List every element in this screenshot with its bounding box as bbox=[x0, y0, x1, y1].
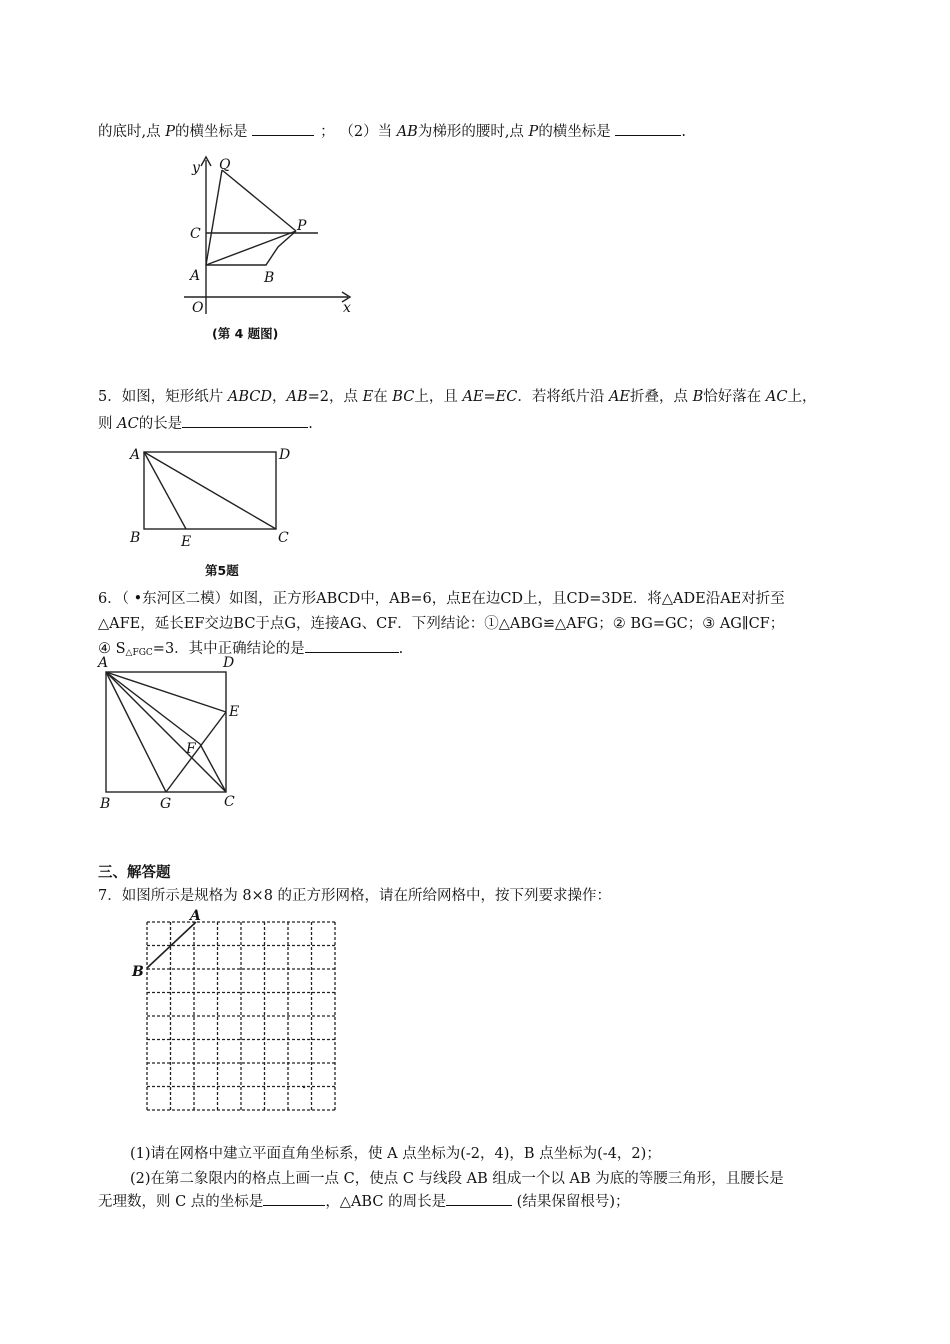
q4-var-p: P bbox=[528, 124, 539, 140]
q4-text: 为梯形的腰时,点 bbox=[417, 124, 529, 140]
svg-text:B: B bbox=[100, 796, 111, 812]
label-q: Q bbox=[219, 157, 231, 173]
stray-dot bbox=[303, 1086, 305, 1088]
q4-text: . bbox=[681, 124, 687, 140]
label-o: O bbox=[192, 300, 204, 316]
q4-text: （2）当 bbox=[346, 124, 397, 140]
q7-grid-figure bbox=[126, 904, 336, 1114]
segment-ac bbox=[106, 672, 226, 792]
q6-line-2: △AFE，延长EF交边BC于点G，连接AG、CF．下列结论：①△ABG≌△AFG；② BG=GC；③ AG∥CF； bbox=[98, 616, 785, 632]
svg-text:C: C bbox=[224, 794, 235, 810]
svg-text:B: B bbox=[130, 530, 141, 546]
segment-ag bbox=[106, 672, 166, 792]
q7-c-coordinate-blank[interactable] bbox=[263, 1191, 325, 1206]
q7-sub-2b: 无理数，则 C 点的坐标是 ，△ABC 的周长是 (结果保留根号)； bbox=[98, 1191, 630, 1212]
svg-text:A: A bbox=[130, 447, 141, 463]
q4-text: 的底时,点 bbox=[98, 124, 166, 140]
q4-var-p: P bbox=[165, 124, 175, 140]
svg-text:E: E bbox=[229, 704, 240, 720]
q4-var-ab: AB bbox=[396, 124, 418, 140]
segment-ae bbox=[106, 672, 226, 712]
q6-line-1: 6．（ •东河区二模）如图，正方形ABCD中，AB=6，点E在边CD上，且CD=3DE．将△ADE沿AE对折至 bbox=[98, 591, 785, 607]
q4-text: ； bbox=[320, 124, 335, 140]
q7-sub-2: (2)在第二象限内的格点上画一点 C，使点 C 与线段 AB 组成一个以 AB 为底的等腰三角形，且腰长是 bbox=[130, 1171, 784, 1187]
segment-ap bbox=[206, 231, 296, 265]
svg-text:A: A bbox=[98, 655, 109, 671]
label-a: A bbox=[190, 268, 201, 284]
q4-figure-caption: (第 4 题图) bbox=[212, 326, 279, 341]
q5-figure bbox=[126, 444, 306, 554]
svg-text:D: D bbox=[279, 447, 291, 463]
q7-line-1: 7．如图所示是规格为 8×8 的正方形网格，请在所给网格中，按下列要求操作： bbox=[98, 888, 612, 904]
q6-answer-blank[interactable] bbox=[305, 638, 399, 653]
svg-text:D: D bbox=[223, 655, 235, 671]
label-x: x bbox=[343, 300, 351, 316]
q4-figure bbox=[178, 152, 368, 322]
label-b: B bbox=[264, 270, 275, 286]
segment-cf bbox=[200, 744, 226, 792]
segment-qp bbox=[222, 170, 296, 231]
grid-8x8[interactable] bbox=[147, 922, 335, 1110]
svg-text:B: B bbox=[132, 964, 144, 980]
q4-answer-blank-1[interactable] bbox=[252, 121, 314, 136]
q4-text: 的横坐标是 bbox=[538, 124, 616, 140]
q5-figure-caption: 第5题 bbox=[205, 563, 239, 578]
label-p: P bbox=[297, 218, 307, 234]
segment-aq bbox=[206, 170, 222, 265]
q7-perimeter-blank[interactable] bbox=[446, 1191, 512, 1206]
svg-text:A: A bbox=[190, 908, 201, 924]
svg-text:C: C bbox=[278, 530, 289, 546]
q6-line-3: ④ $S_{\triangle FGC}=3$．其中正确结论的是 . bbox=[98, 638, 403, 663]
section-title: 三、解答题 bbox=[98, 865, 171, 881]
svg-text:E: E bbox=[181, 534, 192, 550]
q4-text-line bbox=[98, 121, 686, 142]
label-c: C bbox=[190, 226, 201, 242]
q4-text: 的横坐标是 bbox=[174, 124, 253, 140]
label-y: y bbox=[192, 160, 200, 176]
diagonal-ac bbox=[144, 452, 276, 529]
q4-answer-blank-2[interactable] bbox=[615, 121, 681, 136]
segment-af bbox=[106, 672, 200, 744]
q7-sub-1: (1)请在网格中建立平面直角坐标系，使 A 点坐标为(-2，4)，B 点坐标为(-4，2)； bbox=[130, 1146, 661, 1162]
q6-figure bbox=[96, 654, 256, 814]
q5-line-2: 则 AC的长是 . bbox=[98, 413, 313, 434]
svg-text:F: F bbox=[186, 741, 196, 757]
svg-text:G: G bbox=[160, 796, 172, 812]
q5-answer-blank[interactable] bbox=[182, 413, 308, 428]
q5-line-1: 5．如图，矩形纸片 ABCD，AB=2，点 E在 BC上，且 AE=EC．若将纸片沿 AE折叠，点 B恰好落在 AC上， bbox=[98, 389, 817, 405]
